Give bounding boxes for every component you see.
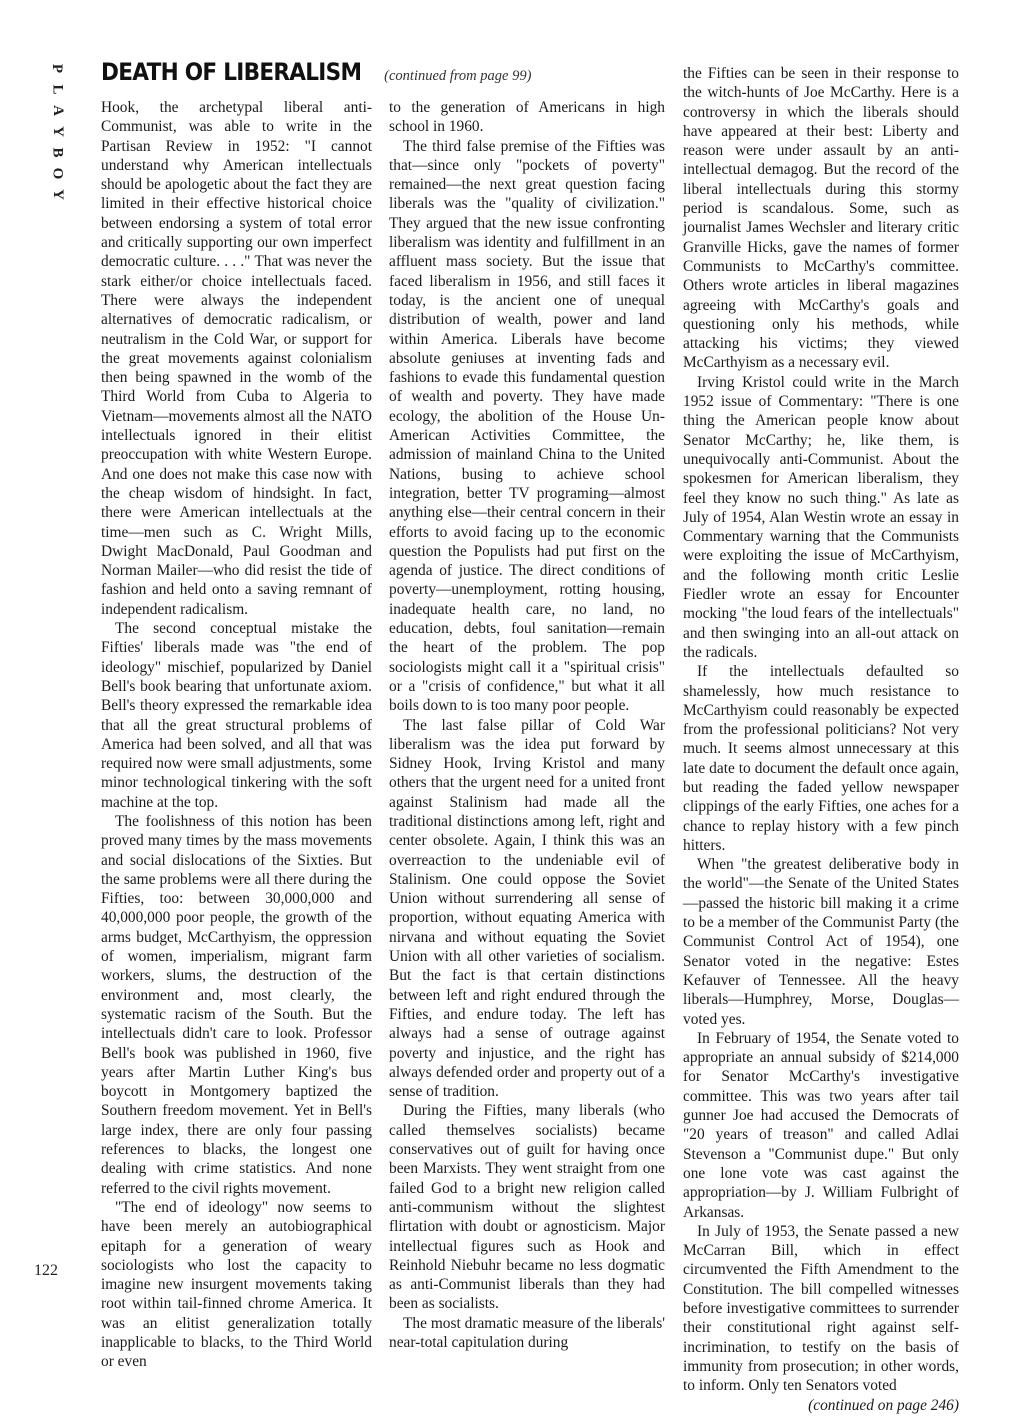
paragraph: In July of 1953, the Senate passed a new McCarran Bill, which in effect circumvented the Fifth Amendment to the Constitution. The bill compelled witnesses before investigative committees to surrender their constitutional right against self-incrimination, to testify on the basis of immunity from prosecution; in other words, to inform. Only ten Senators voted [683,1222,959,1395]
magazine-brand-vertical [40,58,74,205]
paragraph: "The end of ideology" now seems to have been merely an autobiographical epitaph for a generation of weary sociologists who lost the capacity to imagine new insurgent movements taking root within tail-finned chrome America. It was an elitist generalization totally inapplicable to blacks, to the Third World or even [101,1198,372,1371]
text-column-2 [389,98,665,1352]
brand-letter: Y [49,126,66,137]
brand-letter: Y [49,189,66,200]
paragraph: The most dramatic measure of the liberals' near-total capitulation during [389,1314,665,1351]
article-title: DEATH OF LIBERALISM [101,58,362,86]
paragraph: to the generation of Americans in high school in 1960. [389,99,665,136]
text-column-3 [683,64,959,1416]
paragraph: the Fifties can be seen in their response to the witch-hunts of Joe McCarthy. Here is a controversy in which the liberals should have appeared at their best: Liberty and reason were under assault by an anti-intellectual demagog. But the record of the liberal intellectuals during this stormy period is scandalous. Some, such as journalist James Wechsler and literary critic Granville Hicks, gave the names of former Communists to McCarthy's committee. Others wrote articles in liberal magazines agreeing with McCarthy's goals and questioning only his methods, while attacking his victims; they viewed McCarthyism as a necessary evil. [683,65,959,372]
brand-letter: B [49,147,66,158]
paragraph: When "the greatest deliberative body in the world"—the Senate of the United States—passed the historic bill making it a crime to be a member of the Communist Party (the Communist Control Act of 1954), one Senator voted in the negative: Estes Kefauver of Tennessee. All the heavy liberals—Humphrey, Morse, Douglas—voted yes. [683,856,959,1028]
paragraph: Hook, the archetypal liberal anti-Communist, was able to write in the Partisan Review in 1952: "I cannot understand why American intellectuals should be apologetic about the fact they are limited in their effective historical choice between endorsing a system of total error and critically supporting our own imperfect democratic culture. . . ." That was never the stark either/or choice intellectuals faced. There were always the independent alternatives of democratic radicalism, or neutralism in the Cold War, or support for the great movements against colonialism then being spawned in the womb of the Third World from Cuba to Algeria to Vietnam—movements almost all the NATO intellectuals ignored in their elitist preoccupation with white Western Europe. And one does not make this case now with the cheap wisdom of hindsight. In fact, there were American intellectuals at the time—men such as C. Wright Mills, Dwight MacDonald, Paul Goodman and Norman Mailer—who did resist the tide of fashion and held onto a saving remnant of independent radicalism. [101,99,372,618]
paragraph: Irving Kristol could write in the March 1952 issue of Commentary: "There is one thing the American people know about Senator McCarthy; he, like them, is unequivocally anti-Communist. About the spokesmen for American liberalism, they feel they know no such thing." As late as July of 1954, Alan Westin wrote an essay in Commentary warning that the Communists were exploiting the issue of McCarthyism, and the following month critic Leslie Fiedler wrote an essay for Encounter mocking "the loud fears of the intellectuals" and then swinging into an all-out attack on the radicals. [683,373,959,661]
continued-from-note: (continued from page 99) [384,68,532,84]
brand-letter: A [49,105,66,116]
continued-on-note: (continued on page 246) [808,1397,959,1415]
paragraph: In February of 1954, the Senate voted to appropriate an annual subsidy of $214,000 for Senator McCarthy's investigative committee. This was two years after tail gunner Joe had accused the Democrats of "20 years of treason" and called Adlai Stevenson a "Communist dupe." But only one lone vote was cast against the appropriation—by J. William Fulbright of Arkansas. [683,1029,959,1221]
paragraph: The third false premise of the Fifties was that—since only "pockets of poverty" remained—the next great question facing liberals was the "quality of civilization." They argued that the new issue confronting liberalism was identity and fulfillment in an affluent mass society. But the issue that faced liberalism in 1956, and still faces it today, is the ancient one of unequal distribution of wealth, power and land within America. Liberals have become absolute geniuses at inventing fads and fashions to evade this fundamental question of wealth and poverty. They have made ecology, the abolition of the House Un-American Activities Committee, the admission of mainland China to the United Nations, busing to achieve school integration, better TV programing—almost anything else—their central concern in their efforts to avoid facing up to the economic question the Populists had put first on the agenda of justice. The direct conditions of poverty—unemployment, rotting housing, inadequate health care, no land, no education, debts, foul sanitation—remain the heart of the problem. The pop sociologists might call it a "spiritual crisis" or a "crisis of confidence," but what it all boils down to is too many poor people. [389,137,665,715]
brand-letter: O [49,167,66,180]
paragraph: The last false pillar of Cold War liberalism was the idea put forward by Sidney Hook, Irving Kristol and many others that the urgent need for a united front against Stalinism had made all the traditional distinctions among left, right and center obsolete. Again, I think this was an overreaction to the undeniable evil of Stalinism. One could oppose the Soviet Union without surrendering all sense of proportion, without equating America with nirvana and without equating the Soviet Union with all other varieties of socialism. But the fact is that certain distinctions between left and right endured through the Fifties, and endure today. The left has always had a sense of outrage against poverty and injustice, and the right has always defended order and property out of a sense of tradition. [389,716,665,1101]
paragraph: During the Fifties, many liberals (who called themselves socialists) became conservatives out of guilt for having once been Marxists. They went straight from one failed God to a bright new religion called anti-communism without the slightest flirtation with doubt or agnosticism. Major intellectual figures such as Hook and Reinhold Niebuhr became no less dogmatic as anti-Communist liberals than they had been as socialists. [389,1102,665,1313]
paragraph: The second conceptual mistake the Fifties' liberals made was "the end of ideology" mischief, popularized by Daniel Bell's book bearing that unfortunate axiom. Bell's theory expressed the remarkable idea that all the great structural problems of America had been solved, and all that was required now were small adjustments, some minor technological tinkering with the soft machine at the top. [101,620,372,811]
article-header [101,58,661,86]
brand-letter: P [49,63,66,74]
paragraph: If the intellectuals defaulted so shamelessly, how much resistance to McCarthyism could reasonably be expected from the professional politicians? Not very much. It seems almost unnecessary at this late date to document the default once again, but reading the faded yellow newspaper clippings of the early Fifties, one aches for a chance to replay history with a few pinch hitters. [683,663,959,854]
paragraph: The foolishness of this notion has been proved many times by the mass movements and social dislocations of the Sixties. But the same problems were all there during the Fifties, too: between 30,000,000 and 40,000,000 poor people, the growth of the arms budget, McCarthyism, the oppression of women, imperialism, migrant farm workers, slums, the destruction of the environment and, most clearly, the systematic racism of the South. But the intellectuals didn't care to look. Professor Bell's book was published in 1960, five years after Martin Luther King's bus boycott in Montgomery baptized the Southern freedom movement. Yet in Bell's large index, there are only four passing references to blacks, the longest one dealing with crime statistics. And none referred to the civil rights movement. [101,812,372,1197]
text-column-1 [101,98,372,1372]
page-number: 122 [34,1262,58,1279]
brand-letter: L [49,84,66,95]
